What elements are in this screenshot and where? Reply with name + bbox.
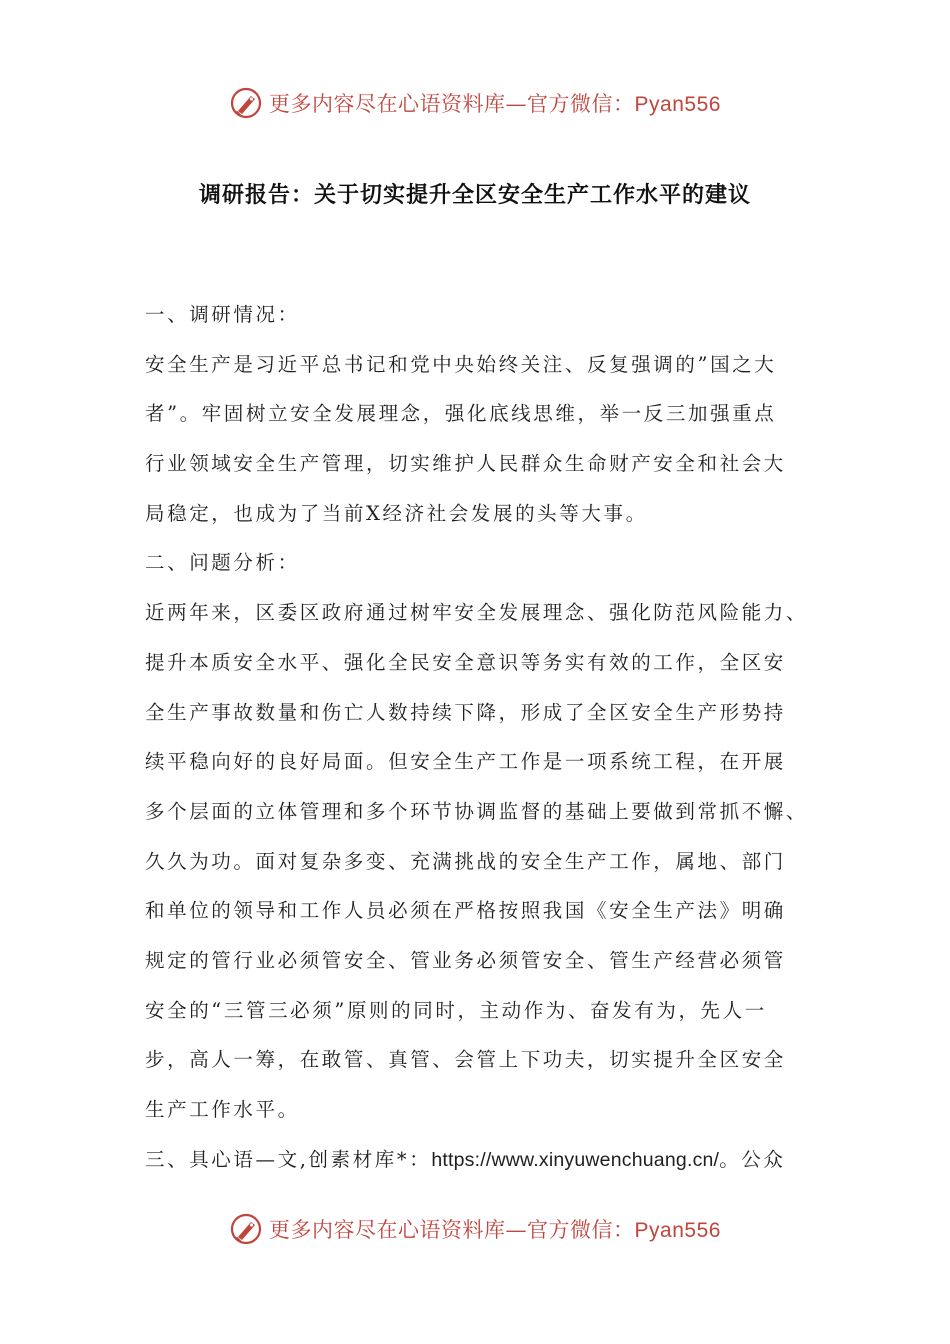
pen-nib-logo-icon: [229, 1212, 263, 1246]
body-line: 规定的管行业必须管安全、管业务必须管安全、管生产经营必须管: [145, 948, 786, 972]
document-title: 调研报告：关于切实提升全区安全生产工作水平的建议: [198, 183, 751, 208]
document-body: [145, 290, 817, 1184]
website-link[interactable]: https://www.xinyuwenchuang.cn/: [431, 1148, 720, 1171]
body-line-with-link: [145, 1135, 817, 1185]
body-line: 和单位的领导和工作人员必须在严格按照我国《安全生产法》明确: [145, 899, 786, 923]
body-line: 安全生产是习近平总书记和党中央始终关注、反复强调的”国之大: [145, 352, 777, 376]
pen-nib-logo-icon: [229, 86, 263, 120]
body-line: 生产工作水平。: [145, 1098, 300, 1121]
header-watermark-text: 更多内容尽在心语资料库—官方微信：Pyan556: [269, 92, 721, 116]
body-line-suffix: 。公众: [719, 1147, 786, 1171]
header-watermark-banner: [0, 83, 950, 123]
footer-watermark-banner: [0, 1209, 950, 1249]
section-heading: 二、问题分析：: [145, 551, 300, 575]
body-line: 近两年来，区委区政府通过树牢安全发展理念、强化防范风险能力、: [145, 601, 809, 625]
body-line: 提升本质安全水平、强化全民安全意识等务实有效的工作，全区安: [145, 650, 786, 674]
body-line: 安全的“三管三必须”原则的同时，主动作为、奋发有为，先人一: [145, 998, 767, 1022]
footer-watermark-text: 更多内容尽在心语资料库—官方微信：Pyan556: [269, 1218, 721, 1242]
body-line: 续平稳向好的良好局面。但安全生产工作是一项系统工程，在开展: [145, 750, 786, 774]
body-line: 局稳定，也成为了当前X经济社会发展的头等大事。: [145, 501, 648, 525]
body-line: 者”。牢固树立安全发展理念，强化底线思维，举一反三加强重点: [145, 402, 777, 426]
section-heading-prefix: 三、具心语—文,创素材库*：: [145, 1147, 432, 1171]
body-line: 多个层面的立体管理和多个环节协调监督的基础上要做到常抓不懈、: [145, 799, 809, 823]
body-line: 全生产事故数量和伤亡人数持续下降，形成了全区安全生产形势持: [145, 700, 786, 724]
body-line: 久久为功。面对复杂多变、充满挑战的安全生产工作，属地、部门: [145, 849, 786, 873]
body-line: 行业领域安全生产管理，切实维护人民群众生命财产安全和社会大: [145, 452, 786, 476]
body-line: 步，高人一筹，在敢管、真管、会管上下功夫，切实提升全区安全: [145, 1048, 786, 1072]
section-heading: 一、调研情况：: [145, 303, 300, 326]
